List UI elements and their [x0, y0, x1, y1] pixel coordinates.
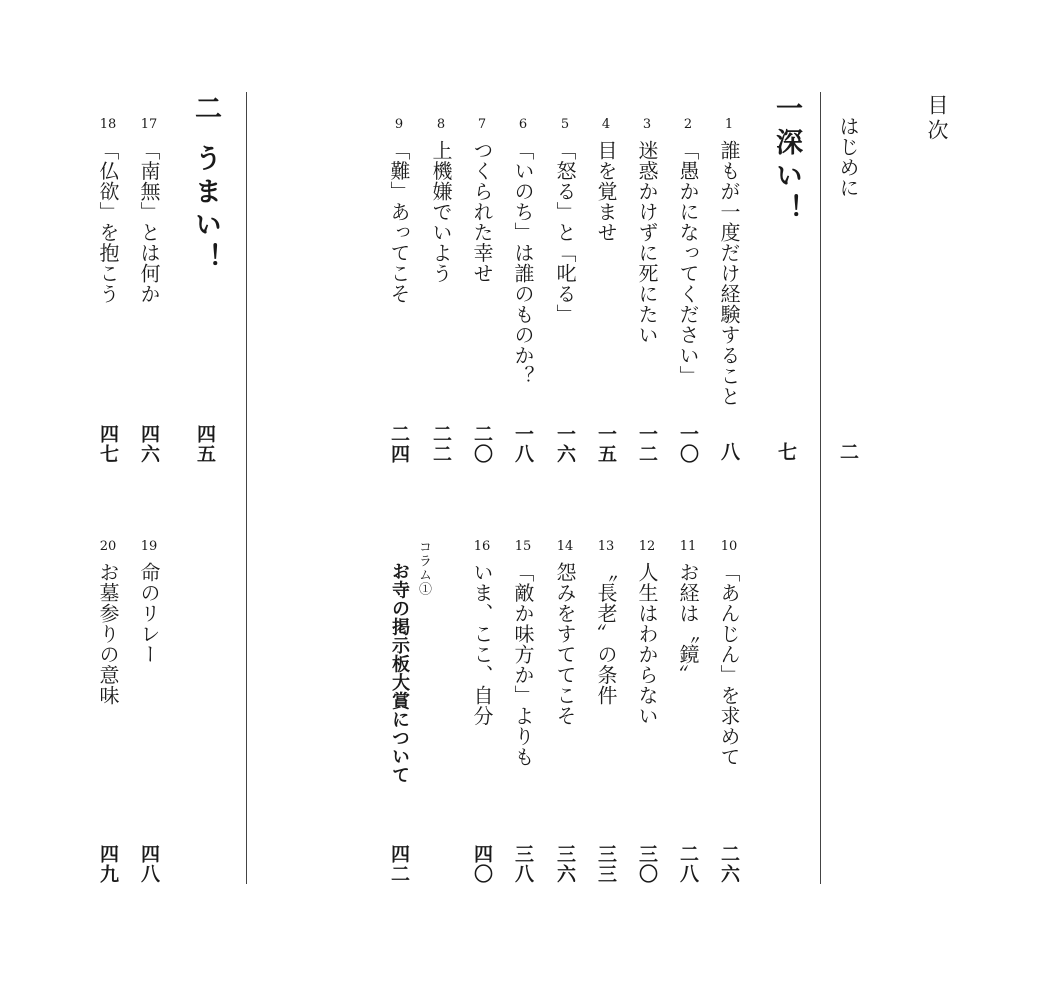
entry-18-page: 四七 — [97, 424, 119, 464]
entry-20-title[interactable]: お墓参りの意味 — [96, 562, 120, 706]
entry-16-page: 四〇 — [471, 844, 493, 884]
entry-12-number: 12 — [638, 539, 656, 554]
entry-13-title[interactable]: 〝長老〟の条件 — [594, 562, 618, 706]
column-page: 四二 — [388, 844, 410, 884]
entry-8-page: 二二 — [430, 424, 452, 464]
entry-14-number: 14 — [556, 539, 574, 554]
entry-2-number: 2 — [683, 117, 693, 132]
section-2-title[interactable]: うまい！ — [190, 144, 221, 276]
entry-6-title[interactable]: 「いのち」は誰のものか？ — [511, 140, 535, 386]
entry-3-title[interactable]: 迷惑かけずに死にたい — [635, 140, 659, 345]
entry-19-title[interactable]: 命のリレー — [137, 562, 161, 665]
entry-20-page: 四九 — [97, 844, 119, 884]
section-1-page: 七 — [775, 442, 797, 462]
section-1-title[interactable]: 深い！ — [771, 128, 802, 227]
entry-10-number: 10 — [720, 539, 738, 554]
entry-1-page: 八 — [718, 442, 740, 462]
entry-16-number: 16 — [473, 539, 491, 554]
entry-15-page: 三八 — [512, 844, 534, 884]
entry-17-number: 17 — [140, 117, 158, 132]
entry-12-page: 三〇 — [636, 844, 658, 884]
entry-6-page: 一八 — [512, 424, 534, 464]
entry-9-title[interactable]: 「難」あってこそ — [387, 140, 411, 304]
column-title[interactable]: お寺の掲示板大賞について — [389, 562, 410, 784]
entry-9-number: 9 — [394, 117, 404, 132]
entry-11-page: 二八 — [677, 844, 699, 884]
intro-label[interactable]: はじめに — [836, 116, 860, 198]
entry-3-page: 一二 — [636, 424, 658, 464]
entry-16-title[interactable]: いま、ここ、自分 — [470, 562, 494, 726]
entry-11-number: 11 — [679, 539, 697, 554]
entry-3-number: 3 — [642, 117, 652, 132]
intro-page: 二 — [837, 442, 859, 462]
entry-9-page: 二四 — [388, 424, 410, 464]
entry-8-number: 8 — [436, 117, 446, 132]
entry-20-number: 20 — [99, 539, 117, 554]
entry-4-page: 一五 — [595, 424, 617, 464]
entry-18-title[interactable]: 「仏欲」を抱こう — [96, 140, 120, 304]
entry-18-number: 18 — [99, 117, 117, 132]
section-2-number: 二 — [190, 94, 221, 121]
entry-14-title[interactable]: 怨みをすててこそ — [553, 562, 577, 726]
entry-5-page: 一六 — [554, 424, 576, 464]
entry-5-number: 5 — [560, 117, 570, 132]
entry-10-page: 二六 — [718, 844, 740, 884]
section-2-page: 四五 — [194, 424, 216, 464]
entry-2-page: 一〇 — [677, 424, 699, 464]
entry-2-title[interactable]: 「愚かになってください」 — [676, 140, 700, 386]
entry-4-number: 4 — [601, 117, 611, 132]
entry-1-number: 1 — [724, 117, 734, 132]
entry-7-title[interactable]: つくられた幸せ — [470, 140, 494, 284]
entry-19-number: 19 — [140, 539, 158, 554]
entry-15-title[interactable]: 「敵か味方か」よりも — [511, 562, 535, 767]
divider-left — [246, 92, 247, 884]
entry-6-number: 6 — [518, 117, 528, 132]
entry-17-title[interactable]: 「南無」とは何か — [137, 140, 161, 304]
entry-4-title[interactable]: 目を覚ませ — [594, 140, 618, 243]
entry-7-number: 7 — [477, 117, 487, 132]
entry-14-page: 三六 — [554, 844, 576, 884]
entry-1-title[interactable]: 誰もが一度だけ経験すること — [717, 140, 741, 407]
entry-10-title[interactable]: 「あんじん」を求めて — [717, 562, 741, 767]
divider-right — [820, 92, 821, 884]
column-label: コラム① — [416, 540, 431, 596]
entry-12-title[interactable]: 人生はわからない — [635, 562, 659, 726]
entry-5-title[interactable]: 「怒る」と「叱る」 — [553, 140, 577, 325]
section-1-number: 一 — [771, 94, 802, 121]
toc-title: 目次 — [925, 94, 949, 144]
entry-7-page: 二〇 — [471, 424, 493, 464]
entry-11-title[interactable]: お経は〝鏡〟 — [676, 562, 700, 685]
entry-13-page: 三三 — [595, 844, 617, 884]
entry-17-page: 四六 — [138, 424, 160, 464]
entry-13-number: 13 — [597, 539, 615, 554]
entry-15-number: 15 — [514, 539, 532, 554]
entry-8-title[interactable]: 上機嫌でいよう — [429, 140, 453, 284]
entry-19-page: 四八 — [138, 844, 160, 884]
